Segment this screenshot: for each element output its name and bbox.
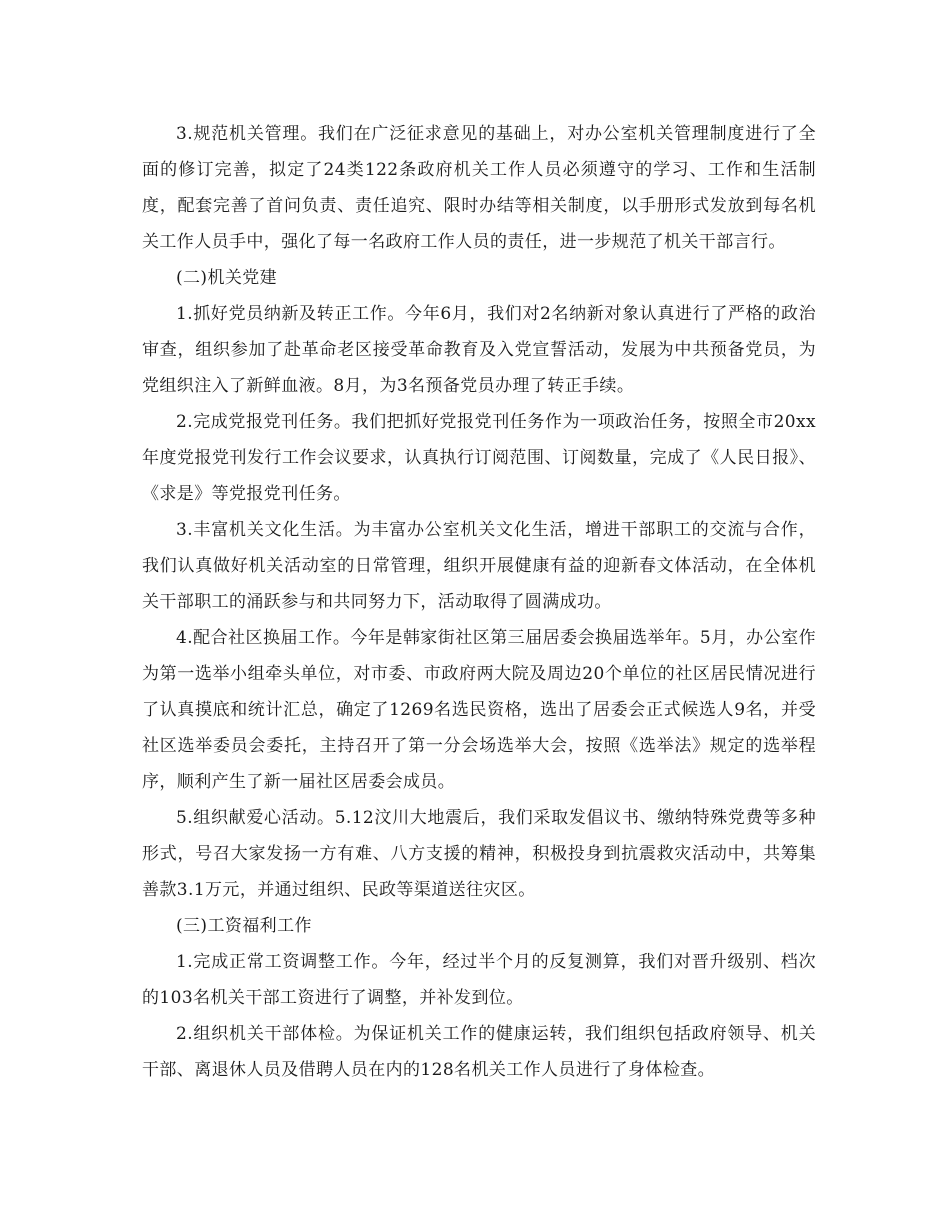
document-body <box>142 116 816 1088</box>
paragraph-charity-activity: 5.组织献爱心活动。5.12汶川大地震后，我们采取发倡议书、缴纳特殊党费等多种形式，号召大家发扬一方有难、八方支援的精神，积极投身到抗震救灾活动中，共筹集善款3.1万元，并通过组织、民政等渠道送往灾区。 <box>142 808 816 900</box>
paragraph-community-election: 4.配合社区换届工作。今年是韩家街社区第三届居委会换届选举年。5月，办公室作为第一选举小组牵头单位，对市委、市政府两大院及周边20个单位的社区居民情况进行了认真摸底和统计汇总，确定了1269名选民资格，选出了居委会正式候选人9名，并受社区选举委员会委托，主持召开了第一分会场选举大会，按照《选举法》规定的选举程序，顺利产生了新一届社区居委会成员。 <box>142 628 816 792</box>
paragraph-cultural-life: 3.丰富机关文化生活。为丰富办公室机关文化生活，增进干部职工的交流与合作，我们认真做好机关活动室的日常管理，组织开展健康有益的迎新春文体活动，在全体机关干部职工的涌跃参与和共同努力下，活动取得了圆满成功。 <box>142 520 816 612</box>
section-heading-party-building: (二)机关党建 <box>176 268 278 288</box>
paragraph-party-newspapers: 2.完成党报党刊任务。我们把抓好党报党刊任务作为一项政治任务，按照全市20xx年度党报党刊发行工作会议要求，认真执行订阅范围、订阅数量，完成了《人民日报》、《求是》等党报党刊任务。 <box>142 412 816 504</box>
paragraph-health-check: 2.组织机关干部体检。为保证机关工作的健康运转，我们组织包括政府领导、机关干部、离退休人员及借聘人员在内的128名机关工作人员进行了身体检查。 <box>142 1024 816 1080</box>
section-heading-salary-welfare: (三)工资福利工作 <box>176 916 312 936</box>
paragraph-party-members: 1.抓好党员纳新及转正工作。今年6月，我们对2名纳新对象认真进行了严格的政治审查，组织参加了赴革命老区接受革命教育及入党宣誓活动，发展为中共预备党员，为党组织注入了新鲜血液。8月，为3名预备党员办理了转正手续。 <box>142 304 816 396</box>
paragraph-salary-adjustment: 1.完成正常工资调整工作。今年，经过半个月的反复测算，我们对晋升级别、档次的103名机关干部工资进行了调整，并补发到位。 <box>142 952 816 1008</box>
paragraph-manage-regulation: 3.规范机关管理。我们在广泛征求意见的基础上，对办公室机关管理制度进行了全面的修订完善，拟定了24类122条政府机关工作人员必须遵守的学习、工作和生活制度，配套完善了首问负责、责任追究、限时办结等相关制度，以手册形式发放到每名机关工作人员手中，强化了每一名政府工作人员的责任，进一步规范了机关干部言行。 <box>142 124 816 252</box>
